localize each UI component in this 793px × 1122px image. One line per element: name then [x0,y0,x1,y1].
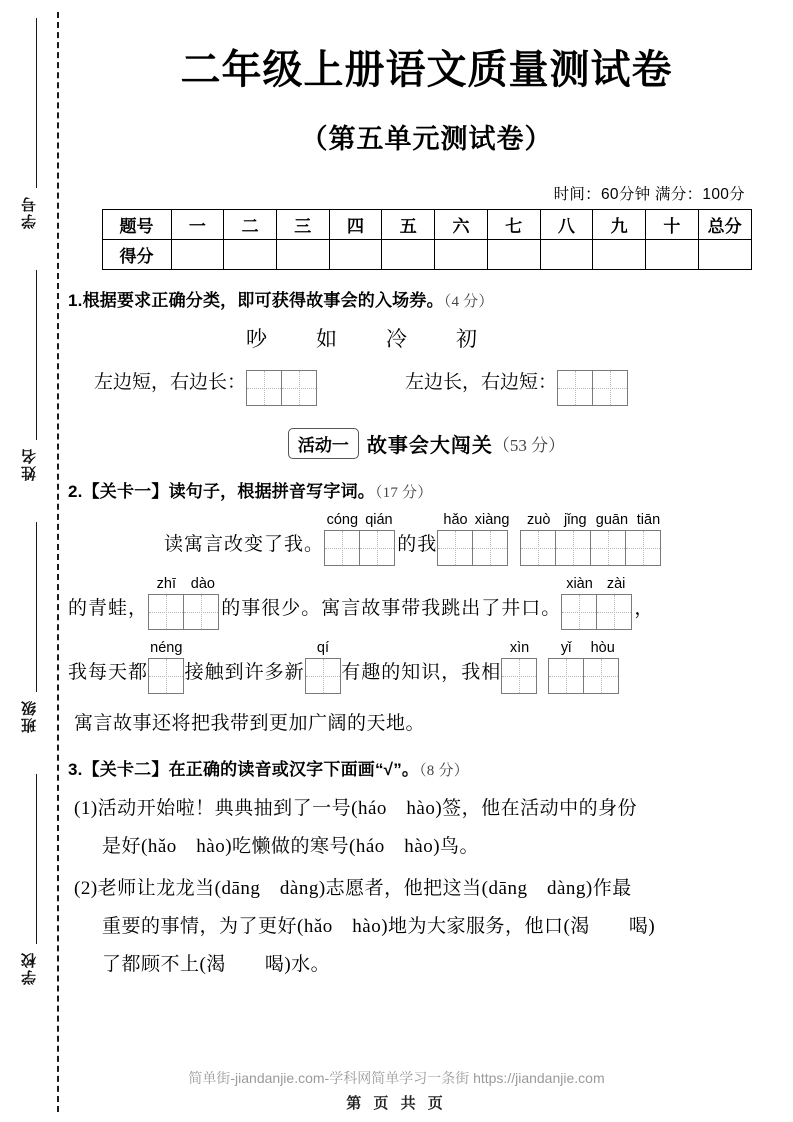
question-1-number: 1. [68,291,83,310]
score-cell[interactable] [540,240,593,270]
question-1-char-bank [60,323,793,353]
pinyin-grid-group [324,512,397,566]
item-label: (1) [74,798,98,819]
pinyin-labels [305,640,342,657]
page-footer-label: 第 页 共 页 [346,1095,447,1112]
grid-cell[interactable] [502,659,536,693]
grid-cell[interactable] [325,531,360,565]
pinyin-labels [148,576,221,593]
pinyin-label: hǎo [443,512,468,528]
page-subtitle: （第五单元测试卷） [300,124,553,154]
margin-label-text: 学校 [20,951,38,985]
activity-tag: 活动一 [288,428,359,459]
item-label: (2) [74,878,98,899]
score-table-row-label: 得分 [102,240,171,270]
margin-label-xingming [0,447,58,486]
pinyin-label: qián [365,512,393,528]
pinyin-label: zài [606,576,626,592]
pinyin-grid-group [501,640,538,694]
pinyin-labels [520,512,666,529]
margin-label-xuehao [0,195,58,234]
answer-grid-left[interactable] [246,370,317,406]
pinyin-labels [548,640,621,657]
answer-grid[interactable] [148,594,219,630]
item-text: 活动开始啦！典典抽到了一号(háo hào)签，他在活动中的身份 [97,798,638,819]
pinyin-label: guān [595,512,629,528]
sentence-fragment: 有趣的知识，我相 [341,662,502,683]
score-table-col-header: 三 [276,210,329,240]
margin-rule-1 [36,18,37,188]
answer-grid[interactable] [561,594,632,630]
score-table-row-label: 题号 [102,210,171,240]
grid-cell[interactable] [562,595,597,629]
question-2-points: （17 分） [374,485,433,501]
exam-page [60,0,793,1122]
pinyin-grid-group [305,640,342,694]
score-table-col-header: 八 [540,210,593,240]
char-item: 如 [316,327,338,351]
question-3-prompt [68,755,793,780]
grid-cell[interactable] [584,659,618,693]
pinyin-label: jǐng [564,512,587,528]
grid-cell[interactable] [473,531,507,565]
score-cell[interactable] [698,240,751,270]
left-margin-strip [0,0,60,1122]
margin-rule-3 [36,522,37,692]
score-cell[interactable] [276,240,329,270]
pinyin-labels [501,640,538,657]
question-3-item-2-line-1 [60,873,793,900]
pinyin-label: xìn [509,640,530,656]
grid-cell[interactable] [438,531,473,565]
pinyin-labels [324,512,397,529]
score-table-col-header: 五 [382,210,435,240]
question-3-item-1-line-2: 是好(hǎo hào)吃懒做的寒号(háo hào)鸟。 [102,836,480,857]
score-table-col-header: 总分 [698,210,751,240]
sentence-fragment: 我每天都 [68,662,149,683]
score-cell[interactable] [171,240,224,270]
pinyin-label: yǐ [560,640,572,656]
answer-grid-right[interactable] [557,370,628,406]
pinyin-grid-group [148,576,221,630]
score-cell[interactable] [224,240,277,270]
score-table [102,209,752,270]
question-3-item-2-line-2: 重要的事情，为了更好(hǎo hào)地为大家服务，他口(渴 喝) [102,916,656,937]
answer-grid[interactable] [501,658,537,694]
pinyin-label: tiān [636,512,661,528]
exam-meta: 时间：60分钟 满分：100分 [553,186,745,203]
score-table-col-header: 九 [593,210,646,240]
char-item: 初 [456,327,478,351]
score-table-col-header: 一 [171,210,224,240]
score-cell[interactable] [593,240,646,270]
question-2-prompt [68,477,793,502]
question-2-line-2 [60,576,793,630]
margin-label-banji [0,699,58,738]
pinyin-grid-group [520,512,666,566]
score-cell[interactable] [382,240,435,270]
grid-cell[interactable] [306,659,340,693]
item-text: 老师让龙龙当(dāng dàng)志愿者，他把这当(dāng dàng)作最 [97,878,632,899]
watermark-text: 简单街-jiandanjie.com-学科网简单学习一条街 https://jiandanjie.com [188,1070,605,1086]
margin-label-text: 班级 [20,699,38,733]
sentence-fragment: 的我 [397,534,438,555]
grid-cell[interactable] [556,531,591,565]
pinyin-grid-group [561,576,634,630]
activity-title: 故事会大闯关 [366,435,493,457]
grid-cell[interactable] [558,371,593,405]
pinyin-labels [561,576,634,593]
char-item: 冷 [386,327,408,351]
score-cell[interactable] [435,240,488,270]
pinyin-label: xiàng [474,512,510,528]
grid-cell[interactable] [282,371,316,405]
sentence-fragment: ， [634,598,655,619]
question-3-item-1-line-1 [60,793,793,820]
pinyin-label: hòu [590,640,615,656]
page-title: 二年级上册语文质量测试卷 [180,48,673,92]
question-1-prompt [68,286,793,311]
seal-dashed-line [57,12,59,1112]
question-3-text: 【关卡二】在正确的读音或汉字下面画“√”。 [82,760,420,779]
sentence-fragment: 的事很少。寓言故事带我跳出了井口。 [221,598,562,619]
question-1-answer-row [60,367,793,406]
question-1-text: 根据要求正确分类，即可获得故事会的入场券。 [82,291,444,310]
grid-cell[interactable] [626,531,660,565]
activity-points: （53 分） [492,436,566,455]
pinyin-label: qí [316,640,329,656]
answer-grid[interactable] [305,658,341,694]
score-cell[interactable] [329,240,382,270]
question-1-points: （4 分） [443,294,494,310]
answer-grid[interactable] [324,530,395,566]
question-3-points: （8 分） [419,763,469,779]
question-2-line-3 [60,640,793,694]
score-table-col-header: 七 [487,210,540,240]
answer-grid[interactable] [520,530,661,566]
char-item: 吵 [246,327,268,351]
sentence-fragment: 接触到许多新 [184,662,305,683]
pinyin-grid-group [437,512,510,566]
grid-cell[interactable] [184,595,218,629]
pinyin-label: zuò [527,512,551,528]
score-table-col-header: 六 [435,210,488,240]
grid-cell[interactable] [593,371,627,405]
grid-cell[interactable] [360,531,394,565]
pinyin-label: zhī [156,576,176,592]
score-table-col-header: 四 [329,210,382,240]
question-2-line-1 [60,512,793,566]
grid-cell[interactable] [247,371,282,405]
question-1-left-label: 左边短，右边长： [94,372,247,393]
pinyin-label: néng [150,640,183,656]
sentence-fragment: 读寓言改变了我。 [164,534,325,555]
margin-label-text: 姓名 [20,447,38,481]
question-3-item-2-line-3: 了都顾不上(渴 喝)水。 [102,954,331,975]
activity-banner [60,428,793,459]
score-cell[interactable] [645,240,698,270]
question-3-number: 3. [68,760,83,779]
grid-cell[interactable] [591,531,626,565]
score-table-col-header: 二 [224,210,277,240]
grid-cell[interactable] [521,531,556,565]
answer-grid[interactable] [148,658,184,694]
table-row [102,210,751,240]
grid-cell[interactable] [597,595,631,629]
score-cell[interactable] [487,240,540,270]
grid-cell[interactable] [549,659,584,693]
pinyin-labels [437,512,510,529]
answer-grid[interactable] [437,530,508,566]
score-table-col-header: 十 [645,210,698,240]
pinyin-grid-group [548,640,621,694]
sentence-fragment: 的青蛙， [68,598,149,619]
pinyin-label: xiàn [566,576,593,592]
grid-cell[interactable] [149,595,184,629]
margin-rule-2 [36,270,37,440]
question-2-number: 2. [68,482,83,501]
pinyin-labels [148,640,185,657]
pinyin-label: cóng [326,512,359,528]
pinyin-label: dào [190,576,215,592]
pinyin-grid-group [148,640,185,694]
question-2-text: 【关卡一】读句子，根据拼音写字词。 [82,482,375,501]
answer-grid[interactable] [548,658,619,694]
margin-rule-4 [36,774,37,944]
grid-cell[interactable] [149,659,183,693]
table-row [102,240,751,270]
question-2-tail-line: 寓言故事还将把我带到更加广阔的天地。 [74,713,426,734]
question-1-right-label: 左边长，右边短： [405,372,558,393]
margin-label-text: 学号 [20,195,38,229]
margin-label-xuexiao [0,951,58,990]
